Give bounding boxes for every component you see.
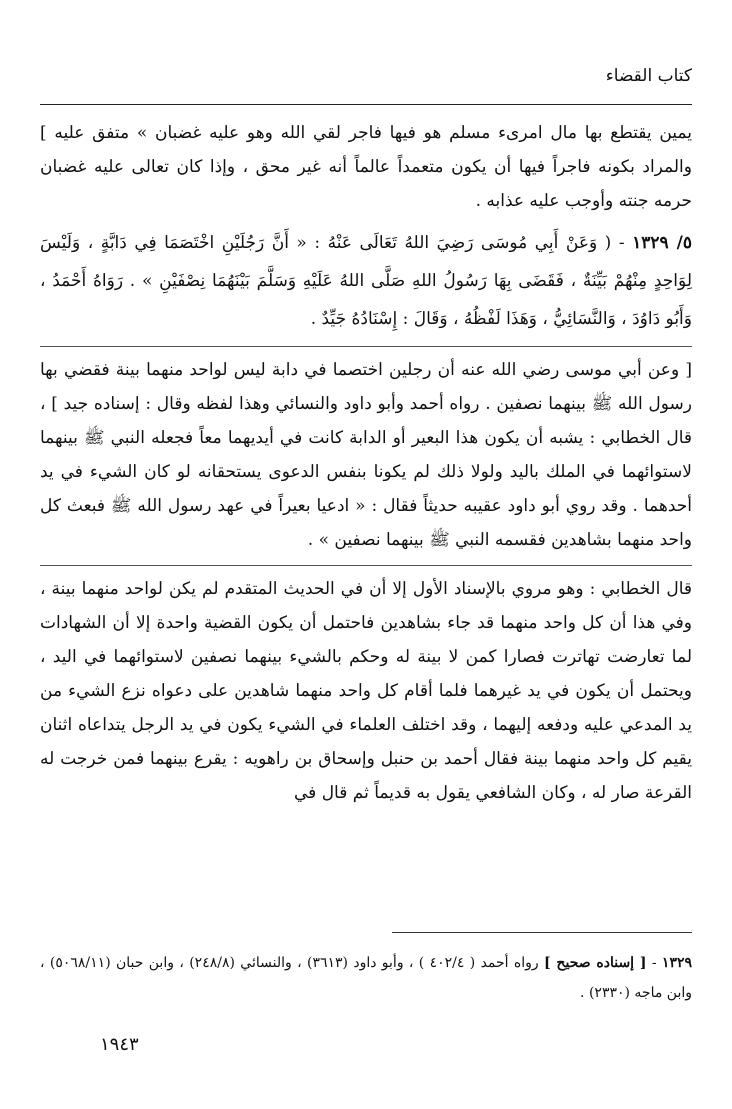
footnote-number: ١٣٢٩ <box>661 955 692 971</box>
footnote-grade: [ إسناده صحيح ] <box>544 955 647 971</box>
header-rule <box>40 104 692 105</box>
paragraph-commentary-2: [ وعن أبي موسى رضي الله عنه أن رجلين اختصما في دابة ليس لواحد منهما بينة فقضي بها رسول الله ﷺ بينهما نصفين . رواه أحمد وأبو داود والنسائي وهذا لفظه وقال : إسناده جيد ] ، قال الخطابي : يشبه أن يكون هذا البعير أو الدابة كانت في أيديهما معاً فجعله النبي ﷺ بينهما لاستوائهما في الملك باليد ولولا ذلك لم يكونا بنفس الدعوى يستحقانه لو كان الشيء في يد أحدهما . وقد روي أبو داود عقيبه حديثاً فقال : « ادعيا بعيراً في عهد رسول الله ﷺ فبعث كل واحد منهما بشاهدين فقسمه النبي ﷺ بينهما نصفين » . <box>40 360 692 550</box>
footnote-entry: ١٣٢٩ - [ إسناده صحيح ] رواه أحمد ( ٤٠٢/٤ ) ، وأبو داود (٣٦١٣) ، والنسائي (٢٤٨/٨) ، وابن حبان (٥٠٦٨/١١) ، وابن ماجه (٢٣٣٠) . <box>40 955 692 1001</box>
footnote-rule <box>392 932 692 933</box>
hadith-paragraph <box>40 224 692 338</box>
page-number: ١٩٤٣ <box>100 1034 139 1055</box>
hadith-text: - ( وَعَنْ أَبِي مُوسَى رَضِيَ اللهُ تَعَالَى عَنْهُ : « أَنَّ رَجُلَيْنِ اخْتَصَمَا فِي دَابَّةٍ ، وَلَيْسَ لِوَاحِدٍ مِنْهُمْ بَيِّنَةٌ ، فَقَضَى بِهَا رَسُولُ اللهِ صَلَّى اللهُ عَلَيْهِ وَسَلَّمَ بَيْنَهُمَا نِصْفَيْنِ » . رَوَاهُ أَحْمَدُ ، وَأَبُو دَاوُدَ ، وَالنَّسَائِيُّ ، وَهَذَا لَفْظُهُ ، وَقَالَ : إِسْنَادُهُ جَيِّدٌ . <box>40 233 692 329</box>
footnote <box>40 948 692 1008</box>
paragraph-commentary-3: قال الخطابي : وهو مروي بالإسناد الأول إلا أن في الحديث المتقدم لم يكن لواحد منهما بينة ، وفي هذا أن كل واحد منهما قد جاء بشاهدين فاحتمل أن يكون القضية واحدة إلا أن الشهادات لما تعارضت تهاترت فصارا كمن لا بينة له وحكم بالشيء بينهما نصفين لاستوائهما في اليد ، ويحتمل أن يكون في يد غيرهما فلما أقام كل واحد منهما شاهدين على دعواه نزع الشيء من يد المدعي عليه ودفعه إليهما ، وقد اختلف العلماء في الشيء يكون في يد الرجل يتداعاه اثنان يقيم كل واحد منهما بينة فقال أحمد بن حنبل وإسحاق بن راهويه : يقرع بينهما فمن خرجت له القرعة صار له ، وكان الشافعي يقول به قديماً ثم قال في <box>40 579 692 803</box>
footnote-text: رواه أحمد ( ٤٠٢/٤ ) ، وأبو داود (٣٦١٣) ، والنسائي (٢٤٨/٨) ، وابن حبان (٥٠٦٨/١١) ، وابن ماجه (٢٣٣٠) . <box>40 955 692 1001</box>
section-rule-2 <box>40 565 692 566</box>
paragraph-commentary-1: يمين يقتطع بها مال امرىء مسلم هو فيها فاجر لقي الله وهو عليه غضبان » متفق عليه ] والمراد بكونه فاجراً فيها أن يكون متعمداً عالماً أنه غير محق ، وإذا كان تعالى عليه غضبان حرمه جنته وأوجب عليه عذابه . <box>40 123 692 211</box>
running-header: كتاب القضاء <box>605 66 692 86</box>
main-text <box>40 116 692 810</box>
section-rule <box>40 346 692 347</box>
hadith-number: ٥/ ١٣٢٩ <box>632 233 692 253</box>
